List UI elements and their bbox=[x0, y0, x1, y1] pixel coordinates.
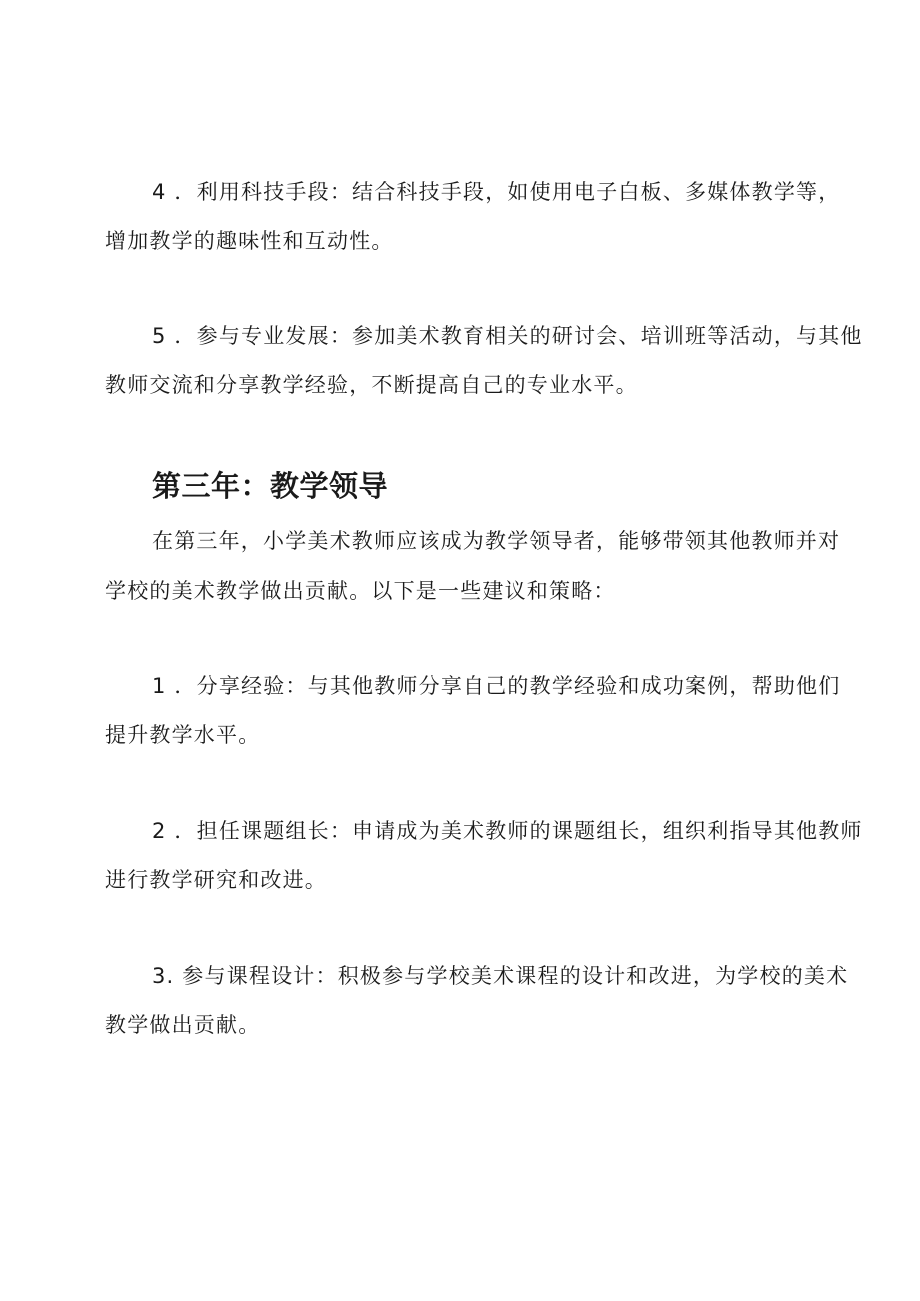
item-5-line-2: 教师交流和分享教学经验，不断提高自己的专业水平。 bbox=[105, 373, 638, 397]
section-3-item-1-line-1: 1 ．分享经验：与其他教师分享自己的教学经验和成功案例，帮助他们 bbox=[152, 674, 841, 698]
item-4-line-2: 增加教学的趣味性和互动性。 bbox=[105, 229, 394, 253]
section-3-intro-line-2: 学校的美术教学做出贡献。以下是一些建议和策略： bbox=[105, 579, 616, 603]
section-3-item-2-line-1: 2 ．担任课题组长：申请成为美术教师的课题组长，组织利指导其他教师 bbox=[152, 819, 863, 843]
section-3-item-3-line-2: 教学做出贡献。 bbox=[105, 1013, 261, 1037]
section-3-item-3-line-1: 3. 参与课程设计：积极参与学校美术课程的设计和改进，为学校的美术 bbox=[152, 964, 849, 988]
item-4-line-1: 4 ．利用科技手段：结合科技手段，如使用电子白板、多媒体教学等， bbox=[152, 180, 841, 204]
section-3-intro-line-1: 在第三年，小学美术教师应该成为教学领导者，能够带领其他教师并对 bbox=[152, 529, 841, 553]
section-3-item-1-line-2: 提升教学水平。 bbox=[105, 723, 261, 747]
section-3-item-2-line-2: 进行教学研究和改进。 bbox=[105, 868, 327, 892]
section-heading-year-3: 第三年：教学领导 bbox=[152, 469, 389, 503]
item-5-line-1: 5 ．参与专业发展：参加美术教育相关的研讨会、培训班等活动，与其他 bbox=[152, 324, 863, 348]
